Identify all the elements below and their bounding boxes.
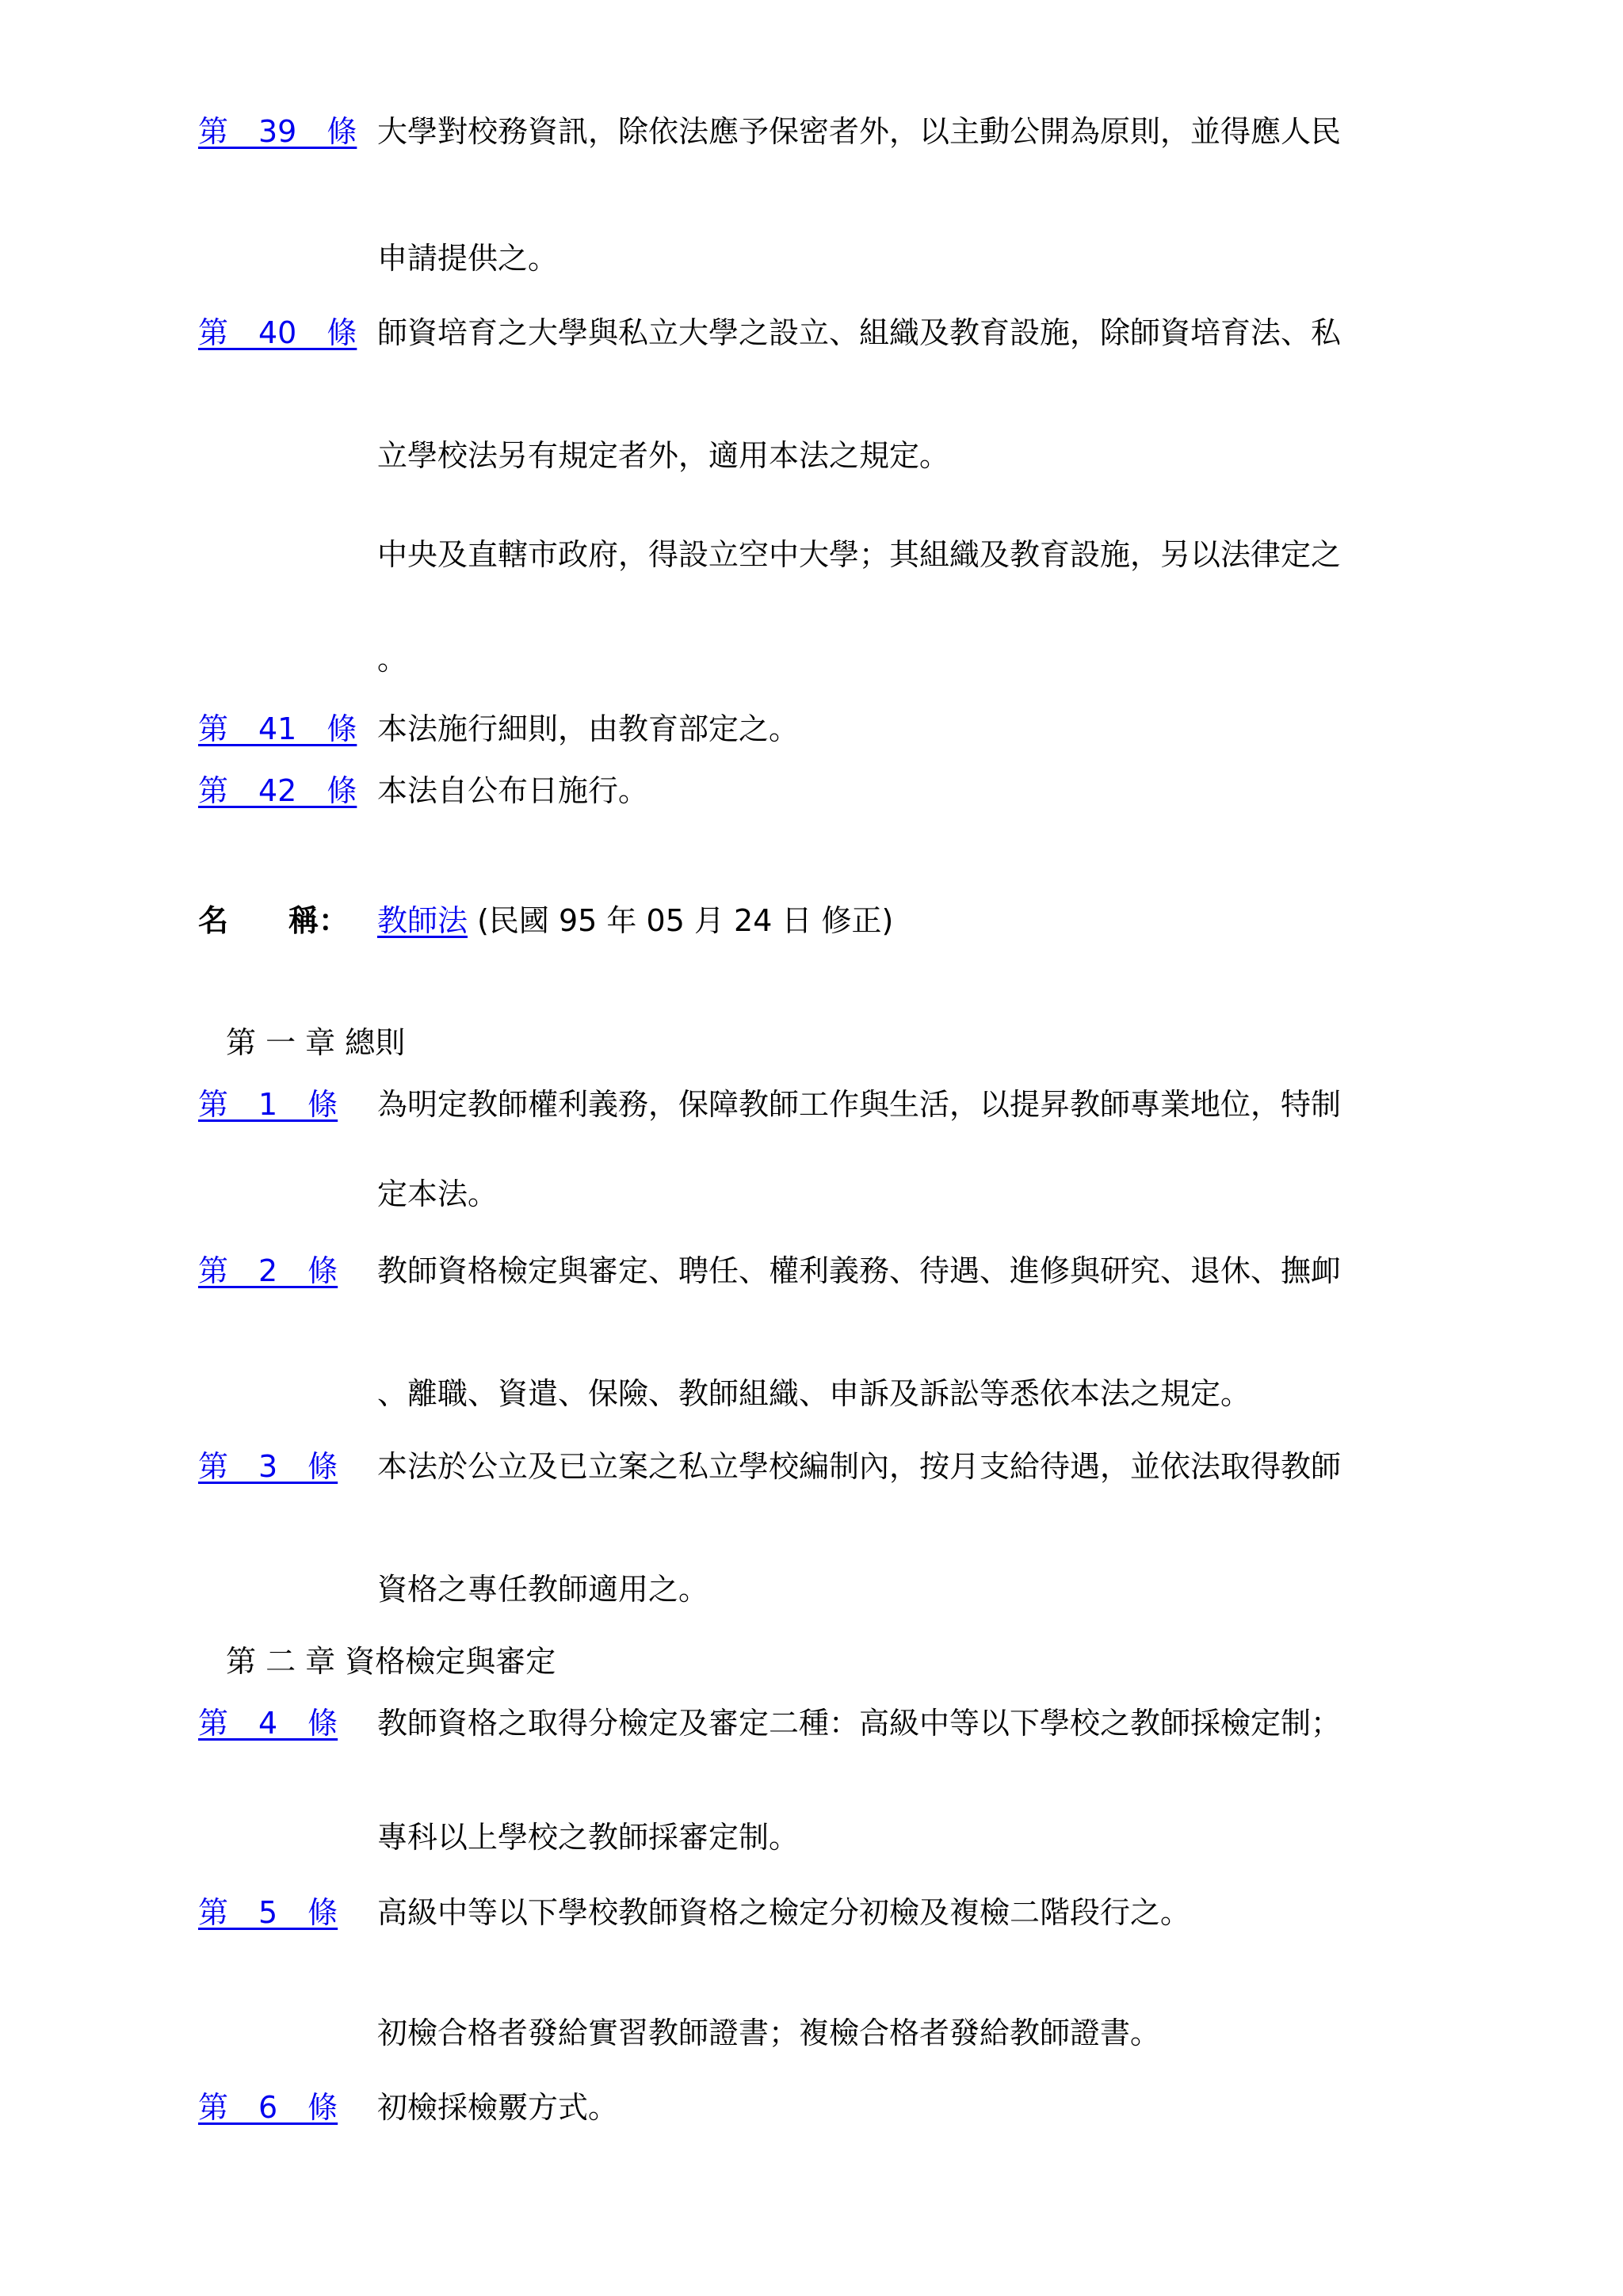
article-link-41[interactable]: 第 41 條 (198, 711, 357, 746)
article-41-text-line-1: 本法施行細則，由教育部定之。 (377, 711, 800, 746)
article-4-text-line-1: 教師資格之取得分檢定及審定二種：高級中等以下學校之教師採檢定制； (377, 1706, 1342, 1741)
article-link-4[interactable]: 第 4 條 (198, 1706, 338, 1741)
article-link-42[interactable]: 第 42 條 (198, 773, 357, 808)
article-40-text-line-4: 。 (377, 642, 408, 677)
chapter-2-title: 第 二 章 資格檢定與審定 (226, 1644, 556, 1679)
article-2-text-line-2: 、離職、資遣、保險、教師組織、申訴及訴訟等悉依本法之規定。 (377, 1376, 1251, 1411)
article-link-3[interactable]: 第 3 條 (198, 1449, 338, 1484)
article-1-text-line-1: 為明定教師權利義務，保障教師工作與生活，以提昇教師專業地位，特制 (377, 1087, 1342, 1122)
article-link-5[interactable]: 第 5 條 (198, 1895, 338, 1930)
law-amendment-date: (民國 95 年 05 月 24 日 修正) (468, 903, 894, 938)
article-3-text-line-2: 資格之專任教師適用之。 (377, 1572, 709, 1607)
article-39-text-line-1: 大學對校務資訊，除依法應予保密者外，以主動公開為原則，並得應人民 (377, 114, 1342, 149)
article-5-text-line-1: 高級中等以下學校教師資格之檢定分初檢及複檢二階段行之。 (377, 1895, 1191, 1930)
article-link-39[interactable]: 第 39 條 (198, 114, 357, 149)
article-1-text-line-2: 定本法。 (377, 1177, 498, 1211)
article-2-text-line-1: 教師資格檢定與審定、聘任、權利義務、待遇、進修與研究、退休、撫卹 (377, 1253, 1342, 1288)
article-link-6[interactable]: 第 6 條 (198, 2090, 338, 2125)
article-39-text-line-2: 申請提供之。 (377, 241, 559, 276)
article-42-text-line-1: 本法自公布日施行。 (377, 773, 649, 808)
article-4-text-line-2: 專科以上學校之教師採審定制。 (377, 1820, 800, 1855)
article-link-40[interactable]: 第 40 條 (198, 315, 357, 350)
article-link-1[interactable]: 第 1 條 (198, 1087, 338, 1122)
chapter-1-title: 第 一 章 總則 (226, 1025, 406, 1060)
article-3-text-line-1: 本法於公立及已立案之私立學校編制內，按月支給待遇，並依法取得教師 (377, 1449, 1342, 1484)
article-5-text-line-2: 初檢合格者發給實習教師證書；複檢合格者發給教師證書。 (377, 2016, 1161, 2050)
article-40-text-line-2: 立學校法另有規定者外，適用本法之規定。 (377, 438, 950, 473)
law-name-label: 名 稱： (198, 903, 349, 938)
article-6-text-line-1: 初檢採檢覈方式。 (377, 2090, 619, 2125)
law-name-row (198, 902, 893, 940)
article-40-text-line-1: 師資培育之大學與私立大學之設立、組織及教育設施，除師資培育法、私 (377, 315, 1342, 350)
article-link-2[interactable]: 第 2 條 (198, 1253, 338, 1288)
article-40-text-line-3: 中央及直轄市政府，得設立空中大學；其組織及教育設施，另以法律定之 (377, 537, 1342, 572)
law-name-link[interactable]: 教師法 (377, 903, 468, 938)
